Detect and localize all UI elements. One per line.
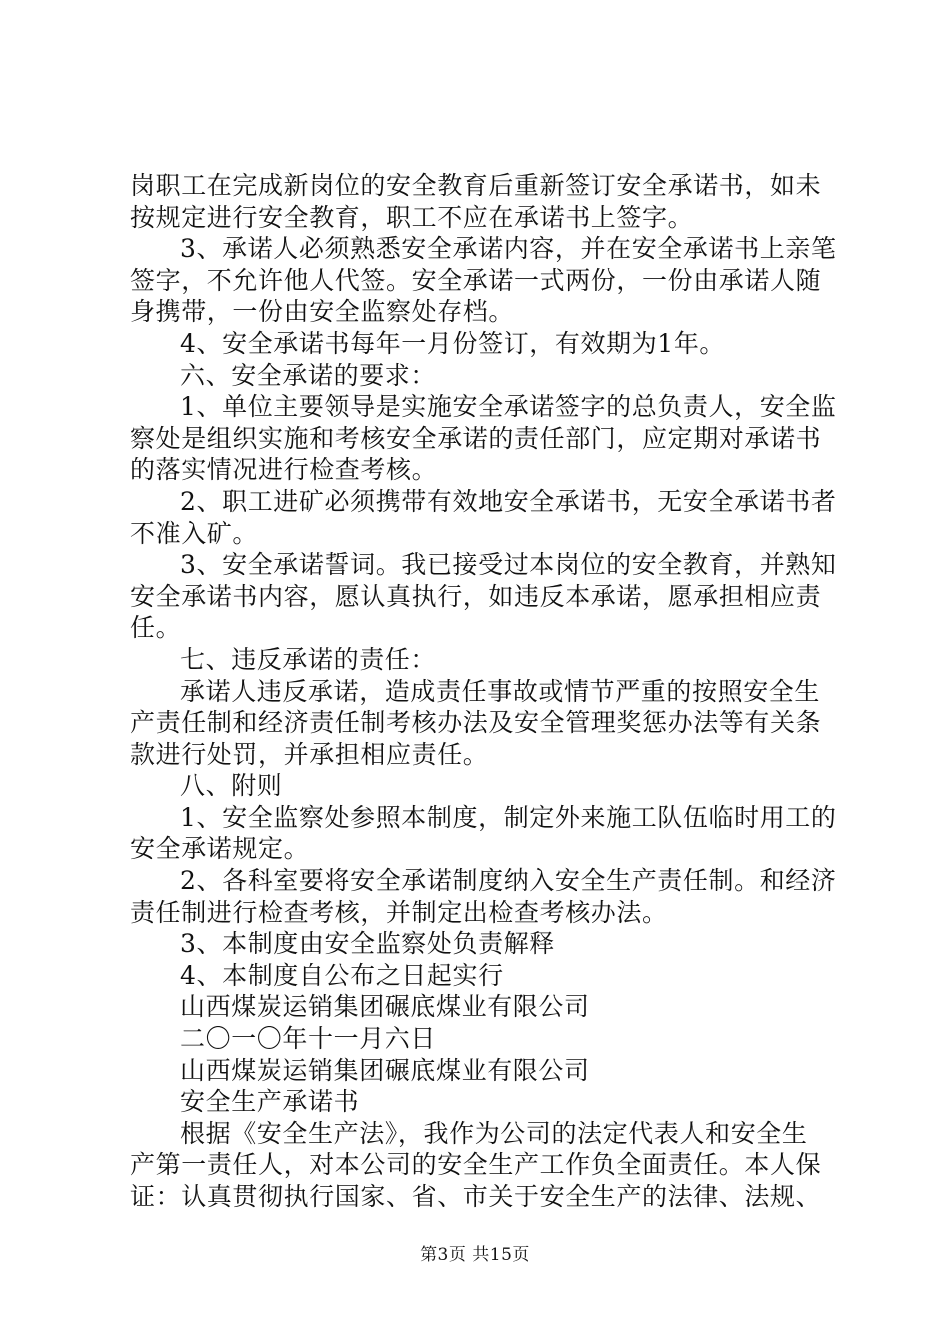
page-number-footer: 第3页 共15页 [420, 1245, 530, 1265]
text-line: 山西煤炭运销集团碾底煤业有限公司 [180, 992, 590, 1022]
text-line: 七、违反承诺的责任： [180, 644, 437, 674]
text-line: 3、安全承诺誓词。我已接受过本岗位的安全教育，并熟知 [180, 550, 837, 580]
text-line: 山西煤炭运销集团碾底煤业有限公司 [180, 1055, 590, 1085]
text-line: 证：认真贯彻执行国家、省、市关于安全生产的法律、法规、 [130, 1182, 822, 1211]
text-line: 安全生产承诺书 [180, 1087, 360, 1117]
text-line: 不准入矿。 [130, 518, 259, 548]
text-line: 4、安全承诺书每年一月份签订，有效期为1年。 [180, 328, 726, 358]
text-line: 六、安全承诺的要求： [180, 360, 437, 390]
text-line: 2、职工进矿必须携带有效地安全承诺书，无安全承诺书者 [180, 486, 837, 516]
text-line: 任。 [130, 613, 182, 643]
text-line: 产第一责任人，对本公司的安全生产工作负全面责任。本人保 [130, 1150, 822, 1180]
text-line: 安全承诺规定。 [130, 834, 310, 864]
text-line: 2、各科室要将安全承诺制度纳入安全生产责任制。和经济 [180, 866, 837, 896]
text-line: 承诺人违反承诺，造成责任事故或情节严重的按照安全生 [180, 676, 821, 706]
text-line: 按规定进行安全教育，职工不应在承诺书上签字。 [130, 202, 694, 232]
document-body [130, 170, 837, 1213]
text-line: 身携带，一份由安全监察处存档。 [130, 297, 515, 327]
text-line: 3、本制度由安全监察处负责解释 [180, 929, 555, 959]
text-line: 3、承诺人必须熟悉安全承诺内容，并在安全承诺书上亲笔 [180, 234, 837, 264]
text-line: 责任制进行检查考核，并制定出检查考核办法。 [130, 897, 668, 927]
text-line: 产责任制和经济责任制考核办法及安全管理奖惩办法等有关条 [130, 708, 822, 738]
text-line: 岗职工在完成新岗位的安全教育后重新签订安全承诺书，如未 [130, 171, 822, 200]
text-line: 的落实情况进行检查考核。 [130, 455, 438, 485]
text-line: 八、附则 [180, 771, 283, 801]
text-line: 1、单位主要领导是实施安全承诺签字的总负责人，安全监 [180, 392, 837, 422]
text-line: 根据《安全生产法》，我作为公司的法定代表人和安全生 [180, 1118, 808, 1148]
text-line: 1、安全监察处参照本制度，制定外来施工队伍临时用工的 [180, 802, 837, 832]
text-line: 款进行处罚，并承担相应责任。 [130, 739, 489, 769]
text-line: 安全承诺书内容，愿认真执行，如违反本承诺，愿承担相应责 [130, 581, 822, 611]
text-line: 二〇一〇年十一月六日 [180, 1024, 437, 1054]
text-line: 4、本制度自公布之日起实行 [180, 960, 504, 990]
text-line: 察处是组织实施和考核安全承诺的责任部门，应定期对承诺书 [130, 423, 822, 453]
text-line: 签字，不允许他人代签。安全承诺一式两份，一份由承诺人随 [130, 265, 822, 295]
